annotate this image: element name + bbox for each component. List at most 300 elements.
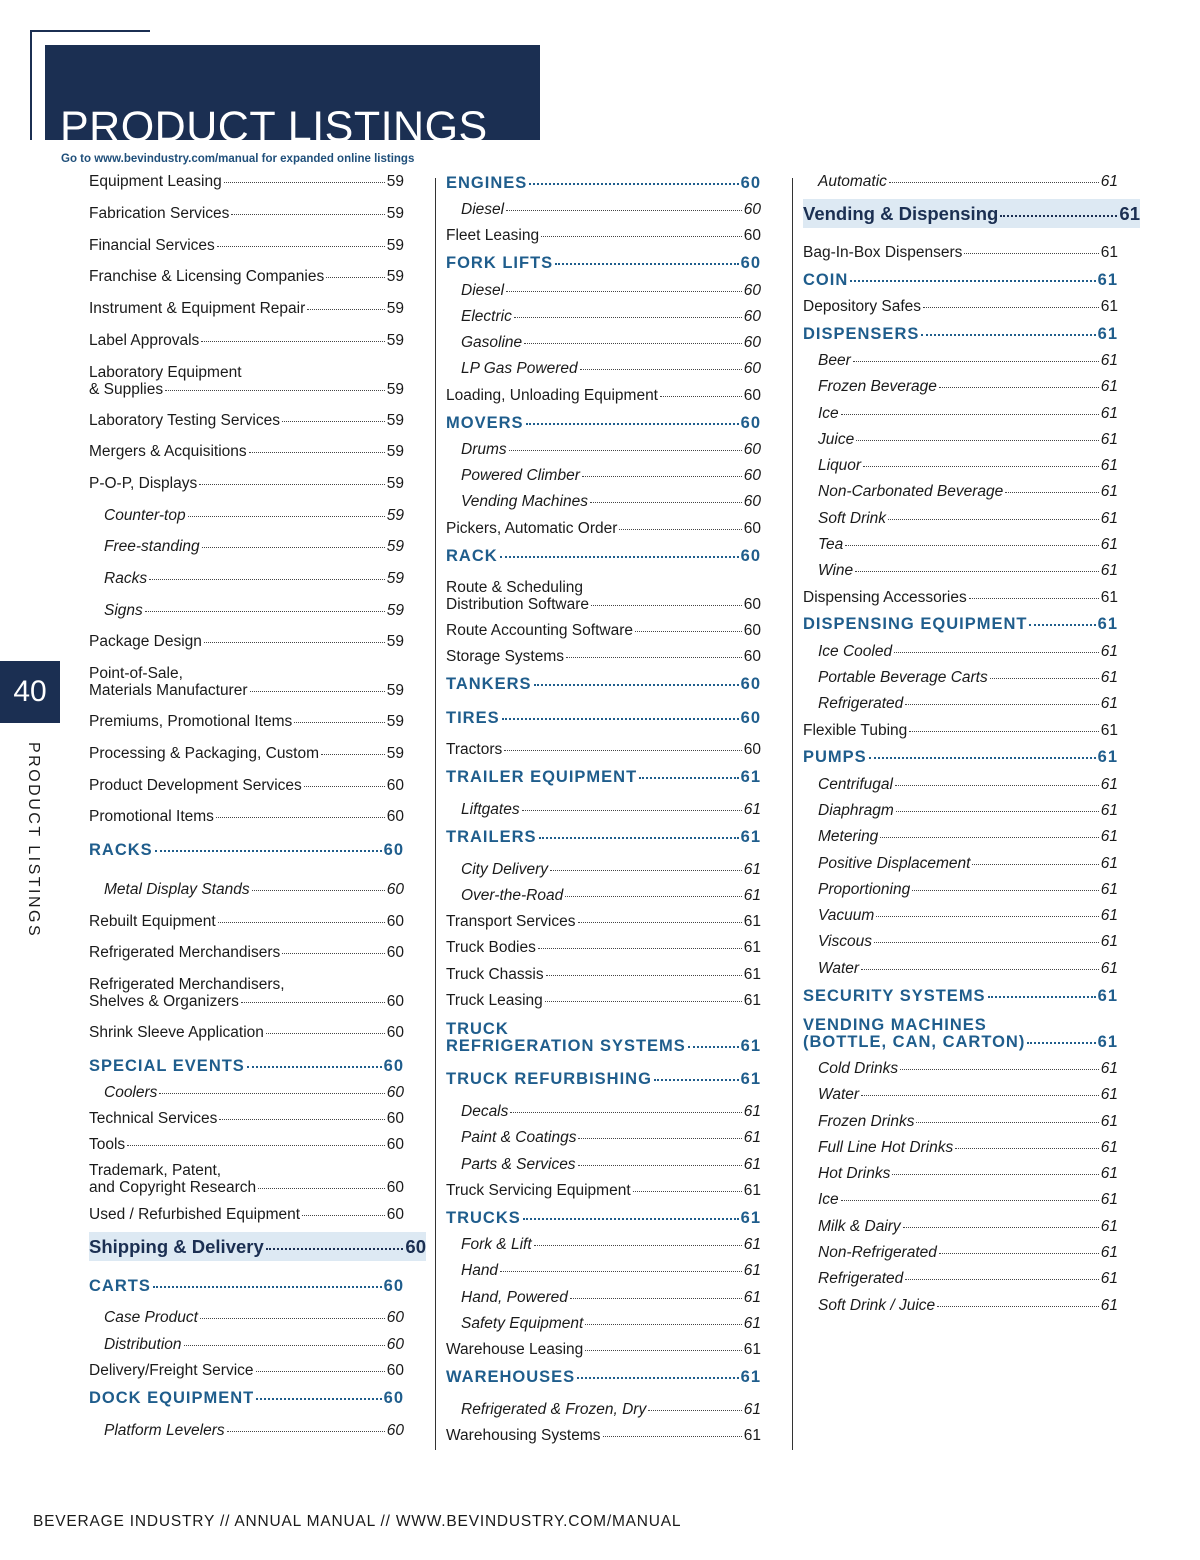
category-heading	[89, 842, 404, 859]
entry-page-number: 61	[1097, 325, 1118, 343]
entry-label: Proportioning	[818, 881, 911, 898]
entry-page-number: 60	[740, 414, 761, 432]
subcategory-entry	[803, 960, 1118, 977]
subcategory-entry	[803, 1139, 1118, 1156]
entry-label: Label Approvals	[89, 332, 200, 349]
entry-label: P-O-P, Displays	[89, 475, 198, 492]
dot-leader	[861, 1095, 1099, 1096]
entry-label: Delivery/Freight Service	[89, 1362, 254, 1379]
entry-label: Ice Cooled	[818, 643, 893, 660]
dot-leader	[880, 837, 1098, 838]
dot-leader	[972, 864, 1098, 865]
entry-page-number: 60	[405, 1236, 426, 1257]
category-heading	[446, 676, 761, 693]
entry-label: Laboratory Testing Services	[89, 412, 280, 429]
dot-leader	[282, 953, 384, 954]
entry-label-line1: VENDING MACHINES	[803, 1016, 987, 1034]
entry-label-line1: Trademark, Patent,	[89, 1162, 222, 1179]
entry-page-number: 61	[1100, 722, 1118, 739]
dot-leader	[869, 757, 1096, 759]
entry-page-number: 61	[1100, 536, 1118, 553]
category-heading	[803, 988, 1118, 1005]
entry-page-number: 61	[1100, 405, 1118, 422]
dot-leader	[892, 1174, 1098, 1175]
entry-page-number: 59	[386, 412, 404, 429]
listing-entry	[89, 1206, 404, 1223]
subcategory-entry	[803, 1060, 1118, 1077]
dot-leader	[249, 452, 385, 453]
entry-page-number: 59	[386, 237, 404, 254]
entry-page-number: 60	[386, 1179, 404, 1196]
dot-leader	[199, 484, 385, 485]
dot-leader	[227, 1431, 385, 1432]
category-heading	[446, 415, 761, 432]
entry-label: SECURITY SYSTEMS	[803, 987, 986, 1005]
category-heading	[446, 769, 761, 786]
entry-label: Truck Leasing	[446, 992, 543, 1009]
entry-page-number: 61	[1100, 855, 1118, 872]
listing-entry	[446, 579, 761, 613]
entry-page-number: 61	[1100, 562, 1118, 579]
subcategory-entry	[446, 1129, 761, 1146]
dot-leader	[541, 236, 742, 237]
dot-leader	[633, 1191, 742, 1192]
entry-page-number: 60	[386, 1136, 404, 1153]
entry-label: TRAILERS	[446, 828, 537, 846]
listing-entry	[89, 268, 404, 285]
entry-page-number: 60	[383, 1057, 404, 1075]
dot-leader	[321, 754, 385, 755]
entry-label: Distribution Software	[446, 596, 590, 613]
listing-entry	[446, 387, 761, 404]
dot-leader	[545, 1001, 742, 1002]
dot-leader	[585, 1350, 741, 1351]
subcategory-entry	[89, 538, 404, 555]
listing-entry	[446, 966, 761, 983]
entry-page-number: 61	[740, 828, 761, 846]
listing-entry	[89, 173, 404, 190]
dot-leader	[502, 718, 739, 720]
dot-leader	[546, 975, 742, 976]
dot-leader	[909, 731, 1098, 732]
listing-entry	[89, 1136, 404, 1153]
entry-page-number: 59	[386, 173, 404, 190]
listing-entry	[89, 808, 404, 825]
dot-leader	[841, 1200, 1099, 1201]
entry-page-number: 59	[386, 570, 404, 587]
entry-label: Vacuum	[818, 907, 875, 924]
dot-leader	[916, 1122, 1098, 1123]
subcategory-entry	[89, 507, 404, 524]
dot-leader	[302, 1215, 385, 1216]
listing-entry	[446, 741, 761, 758]
entry-page-number: 61	[1100, 1060, 1118, 1077]
entry-page-number: 61	[743, 887, 761, 904]
entry-label: Milk & Dairy	[818, 1218, 901, 1235]
entry-label: and Copyright Research	[89, 1179, 257, 1196]
entry-page-number: 60	[383, 1389, 404, 1407]
entry-label: Beer	[818, 352, 851, 369]
entry-label: Depository Safes	[803, 298, 922, 315]
entry-label: Refrigerated Merchandisers	[89, 944, 281, 961]
entry-page-number: 61	[1100, 669, 1118, 686]
dot-leader	[529, 183, 738, 185]
entry-page-number: 61	[743, 1129, 761, 1146]
entry-label-line1: Route & Scheduling	[446, 579, 584, 596]
entry-label: SPECIAL EVENTS	[89, 1057, 245, 1075]
entry-label: Frozen Beverage	[818, 378, 937, 395]
entry-page-number: 61	[1097, 615, 1118, 633]
entry-label: Instrument & Equipment Repair	[89, 300, 306, 317]
subcategory-entry	[446, 308, 761, 325]
listing-entry	[89, 237, 404, 254]
entry-page-number: 61	[743, 1156, 761, 1173]
subcategory-entry	[446, 441, 761, 458]
entry-page-number: 60	[386, 1206, 404, 1223]
listing-entry	[446, 520, 761, 537]
entry-page-number: 61	[1097, 987, 1118, 1005]
category-heading	[89, 1058, 404, 1075]
entry-page-number: 61	[1100, 1191, 1118, 1208]
dot-leader	[988, 996, 1096, 998]
dot-leader	[555, 263, 738, 265]
entry-label: Flexible Tubing	[803, 722, 908, 739]
entry-page-number: 60	[743, 308, 761, 325]
entry-label: Centrifugal	[818, 776, 893, 793]
entry-page-number: 59	[386, 713, 404, 730]
dot-leader	[282, 421, 385, 422]
entry-label: ENGINES	[446, 174, 528, 192]
entry-page-number: 61	[743, 1182, 761, 1199]
entry-page-number: 61	[1100, 933, 1118, 950]
entry-page-number: 59	[386, 381, 404, 398]
entry-label: Cold Drinks	[818, 1060, 899, 1077]
entry-label: FORK LIFTS	[446, 254, 554, 272]
entry-label: Pickers, Automatic Order	[446, 520, 618, 537]
entry-page-number: 61	[1100, 1244, 1118, 1261]
entry-page-number: 61	[1097, 271, 1118, 289]
entry-label: Non-Refrigerated	[818, 1244, 937, 1261]
entry-label: Electric	[461, 308, 512, 325]
entry-page-number: 60	[386, 944, 404, 961]
subcategory-entry	[446, 801, 761, 818]
dot-leader	[241, 1002, 385, 1003]
subcategory-entry	[803, 933, 1118, 950]
entry-label: Soft Drink / Juice	[818, 1297, 936, 1314]
dot-leader	[217, 246, 385, 247]
entry-label: Loading, Unloading Equipment	[446, 387, 658, 404]
entry-page-number: 61	[743, 1236, 761, 1253]
category-heading	[803, 1017, 1118, 1051]
dot-leader	[990, 678, 1099, 679]
dot-leader	[939, 1253, 1099, 1254]
entry-page-number: 60	[743, 622, 761, 639]
section-heading	[89, 1232, 426, 1261]
entry-page-number: 61	[1100, 173, 1118, 190]
entry-label: Materials Manufacturer	[89, 682, 248, 699]
dot-leader	[1027, 1042, 1095, 1044]
entry-label: Frozen Drinks	[818, 1113, 915, 1130]
dot-leader	[153, 1286, 382, 1288]
listing-entry	[446, 648, 761, 665]
dot-leader	[955, 1148, 1099, 1149]
entry-page-number: 60	[740, 174, 761, 192]
entry-label: Premiums, Promotional Items	[89, 713, 293, 730]
entry-page-number: 61	[1100, 907, 1118, 924]
entry-page-number: 61	[1100, 1113, 1118, 1130]
entry-page-number: 60	[743, 596, 761, 613]
subcategory-entry	[446, 334, 761, 351]
dot-leader	[550, 870, 742, 871]
dot-leader	[660, 396, 742, 397]
entry-label: Refrigerated	[818, 695, 904, 712]
entry-page-number: 60	[386, 1309, 404, 1326]
footer-publication-line: BEVERAGE INDUSTRY // ANNUAL MANUAL // WWW.BEVINDUSTRY.COM/MANUAL	[33, 1513, 682, 1530]
listing-entry	[803, 244, 1118, 261]
dot-leader	[224, 182, 385, 183]
dot-leader	[509, 450, 742, 451]
listing-entry	[89, 777, 404, 794]
dot-leader	[514, 317, 742, 318]
entry-page-number: 59	[386, 633, 404, 650]
dot-leader	[326, 277, 385, 278]
dot-leader	[635, 631, 742, 632]
entry-label: Fabrication Services	[89, 205, 230, 222]
subcategory-entry	[89, 881, 404, 898]
subcategory-entry	[803, 457, 1118, 474]
entry-label: CARTS	[89, 1277, 151, 1295]
dot-leader	[923, 307, 1099, 308]
entry-label: Technical Services	[89, 1110, 218, 1127]
category-heading	[803, 326, 1118, 343]
dot-leader	[500, 556, 739, 558]
entry-label: Used / Refurbished Equipment	[89, 1206, 301, 1223]
subcategory-entry	[803, 173, 1118, 190]
subcategory-entry	[803, 536, 1118, 553]
entry-page-number: 59	[386, 332, 404, 349]
page-number-tab	[0, 661, 60, 723]
entry-label: Free-standing	[104, 538, 200, 555]
listing-entry	[89, 475, 404, 492]
dot-leader	[565, 896, 742, 897]
subcategory-entry	[446, 1103, 761, 1120]
entry-label: Hand, Powered	[461, 1289, 568, 1306]
subcategory-entry	[803, 1270, 1118, 1287]
entry-label: Warehouse Leasing	[446, 1341, 584, 1358]
subcategory-entry	[446, 1156, 761, 1173]
listing-entry	[803, 722, 1118, 739]
listing-entry	[89, 665, 404, 699]
entry-label: & Supplies	[89, 381, 164, 398]
entry-label: Signs	[104, 602, 143, 619]
entry-label: Juice	[818, 431, 855, 448]
dot-leader	[258, 1188, 385, 1189]
category-heading	[446, 175, 761, 192]
category-heading	[89, 1278, 404, 1295]
entry-label: Fleet Leasing	[446, 227, 540, 244]
entry-label: Positive Displacement	[818, 855, 971, 872]
entry-label: Metal Display Stands	[104, 881, 250, 898]
dot-leader	[204, 642, 385, 643]
dot-leader	[863, 466, 1099, 467]
entry-label: RACKS	[89, 841, 153, 859]
entry-page-number: 61	[1100, 1297, 1118, 1314]
dot-leader	[570, 1298, 742, 1299]
entry-page-number: 60	[386, 1336, 404, 1353]
entry-label: Liquor	[818, 457, 862, 474]
listing-entry	[89, 913, 404, 930]
dot-leader	[896, 811, 1099, 812]
entry-page-number: 61	[1100, 483, 1118, 500]
entry-page-number: 61	[743, 1341, 761, 1358]
dot-leader	[252, 890, 385, 891]
subcategory-entry	[803, 1191, 1118, 1208]
entry-page-number: 61	[743, 801, 761, 818]
entry-page-number: 61	[743, 1315, 761, 1332]
entry-page-number: 61	[1100, 1218, 1118, 1235]
dot-leader	[127, 1145, 385, 1146]
subcategory-entry	[89, 1084, 404, 1101]
entry-label-line1: Point-of-Sale,	[89, 665, 183, 682]
dot-leader	[155, 850, 382, 852]
entry-label: Shrink Sleeve Application	[89, 1024, 264, 1041]
listing-entry	[446, 939, 761, 956]
entry-label: Diesel	[461, 201, 505, 218]
dot-leader	[845, 545, 1098, 546]
entry-label: Drums	[461, 441, 507, 458]
entry-page-number: 60	[386, 1110, 404, 1127]
dot-leader	[149, 579, 385, 580]
entry-page-number: 61	[1100, 1086, 1118, 1103]
subcategory-entry	[446, 861, 761, 878]
entry-label: LP Gas Powered	[461, 360, 578, 377]
entry-label: Shipping & Delivery	[89, 1236, 264, 1257]
subcategory-entry	[803, 405, 1118, 422]
page-title: PRODUCT LISTINGS	[60, 103, 488, 140]
dot-leader	[216, 817, 385, 818]
listing-entry	[89, 300, 404, 317]
dot-leader	[500, 1271, 742, 1272]
listing-entry	[89, 1110, 404, 1127]
category-heading	[446, 829, 761, 846]
dot-leader	[903, 1227, 1099, 1228]
entry-page-number: 60	[386, 913, 404, 930]
entry-page-number: 60	[386, 1362, 404, 1379]
entry-page-number: 61	[1100, 802, 1118, 819]
category-heading	[446, 1021, 761, 1055]
entry-label: Warehousing Systems	[446, 1427, 601, 1444]
entry-label: Rebuilt Equipment	[89, 913, 216, 930]
subcategory-entry	[803, 855, 1118, 872]
subcategory-entry	[446, 1315, 761, 1332]
entry-label: WAREHOUSES	[446, 1368, 576, 1386]
dot-leader	[921, 334, 1095, 336]
dot-leader	[900, 1069, 1099, 1070]
entry-label: Refrigerated	[818, 1270, 904, 1287]
subcategory-entry	[89, 1309, 404, 1326]
subcategory-entry	[803, 669, 1118, 686]
dot-leader	[591, 605, 742, 606]
subcategory-entry	[803, 378, 1118, 395]
dot-leader	[895, 785, 1099, 786]
dot-leader	[200, 1318, 385, 1319]
online-listings-note: Go to www.bevindustry.com/manual for expanded online listings	[61, 153, 415, 165]
entry-label: Dispensing Accessories	[803, 589, 967, 606]
entry-label: DOCK EQUIPMENT	[89, 1389, 255, 1407]
subcategory-entry	[446, 360, 761, 377]
listing-entry	[89, 443, 404, 460]
entry-page-number: 61	[740, 1368, 761, 1386]
dot-leader	[603, 1436, 742, 1437]
entry-page-number: 60	[386, 1024, 404, 1041]
entry-page-number: 61	[1100, 695, 1118, 712]
entry-page-number: 59	[386, 475, 404, 492]
dot-leader	[504, 750, 741, 751]
listing-entry	[803, 589, 1118, 606]
dot-leader	[201, 341, 384, 342]
entry-label: Distribution	[104, 1336, 182, 1353]
category-heading	[803, 616, 1118, 633]
entry-label: Vending & Dispensing	[803, 203, 999, 224]
entry-label: Tractors	[446, 741, 503, 758]
subcategory-entry	[803, 1113, 1118, 1130]
entry-label: Fork & Lift	[461, 1236, 532, 1253]
column-divider-2	[792, 178, 793, 1450]
entry-page-number: 61	[1100, 431, 1118, 448]
entry-page-number: 60	[743, 520, 761, 537]
entry-page-number: 60	[740, 254, 761, 272]
subcategory-entry	[446, 201, 761, 218]
entry-page-number: 60	[386, 1422, 404, 1439]
subcategory-entry	[89, 570, 404, 587]
entry-label: Decals	[461, 1103, 509, 1120]
entry-label: Product Development Services	[89, 777, 302, 794]
entry-label: TRAILER EQUIPMENT	[446, 768, 638, 786]
listing-entry	[89, 713, 404, 730]
entry-page-number: 60	[383, 841, 404, 859]
dot-leader	[522, 810, 742, 811]
entry-label: Processing & Packaging, Custom	[89, 745, 320, 762]
subcategory-entry	[803, 352, 1118, 369]
dot-leader	[184, 1345, 385, 1346]
listing-entry	[89, 1362, 404, 1379]
entry-page-number: 60	[743, 493, 761, 510]
dot-leader	[266, 1033, 385, 1034]
entry-page-number: 61	[743, 992, 761, 1009]
dot-leader	[145, 611, 385, 612]
category-heading	[803, 272, 1118, 289]
dot-leader	[231, 214, 384, 215]
dot-leader	[1029, 624, 1095, 626]
entry-label: Ice	[818, 405, 839, 422]
dot-leader	[648, 1410, 742, 1411]
entry-label: Diaphragm	[818, 802, 894, 819]
subcategory-entry	[803, 881, 1118, 898]
entry-label: Liftgates	[461, 801, 520, 818]
listing-entry	[89, 1162, 404, 1196]
entry-label: Financial Services	[89, 237, 215, 254]
entry-label: PUMPS	[803, 748, 867, 766]
entry-label: Counter-top	[104, 507, 186, 524]
entry-page-number: 59	[386, 268, 404, 285]
listing-entry	[89, 364, 404, 398]
entry-page-number: 59	[386, 745, 404, 762]
dot-leader	[969, 598, 1099, 599]
entry-page-number: 61	[740, 1209, 761, 1227]
entry-page-number: 61	[1097, 1033, 1118, 1051]
subcategory-entry	[446, 1289, 761, 1306]
dot-leader	[894, 652, 1099, 653]
